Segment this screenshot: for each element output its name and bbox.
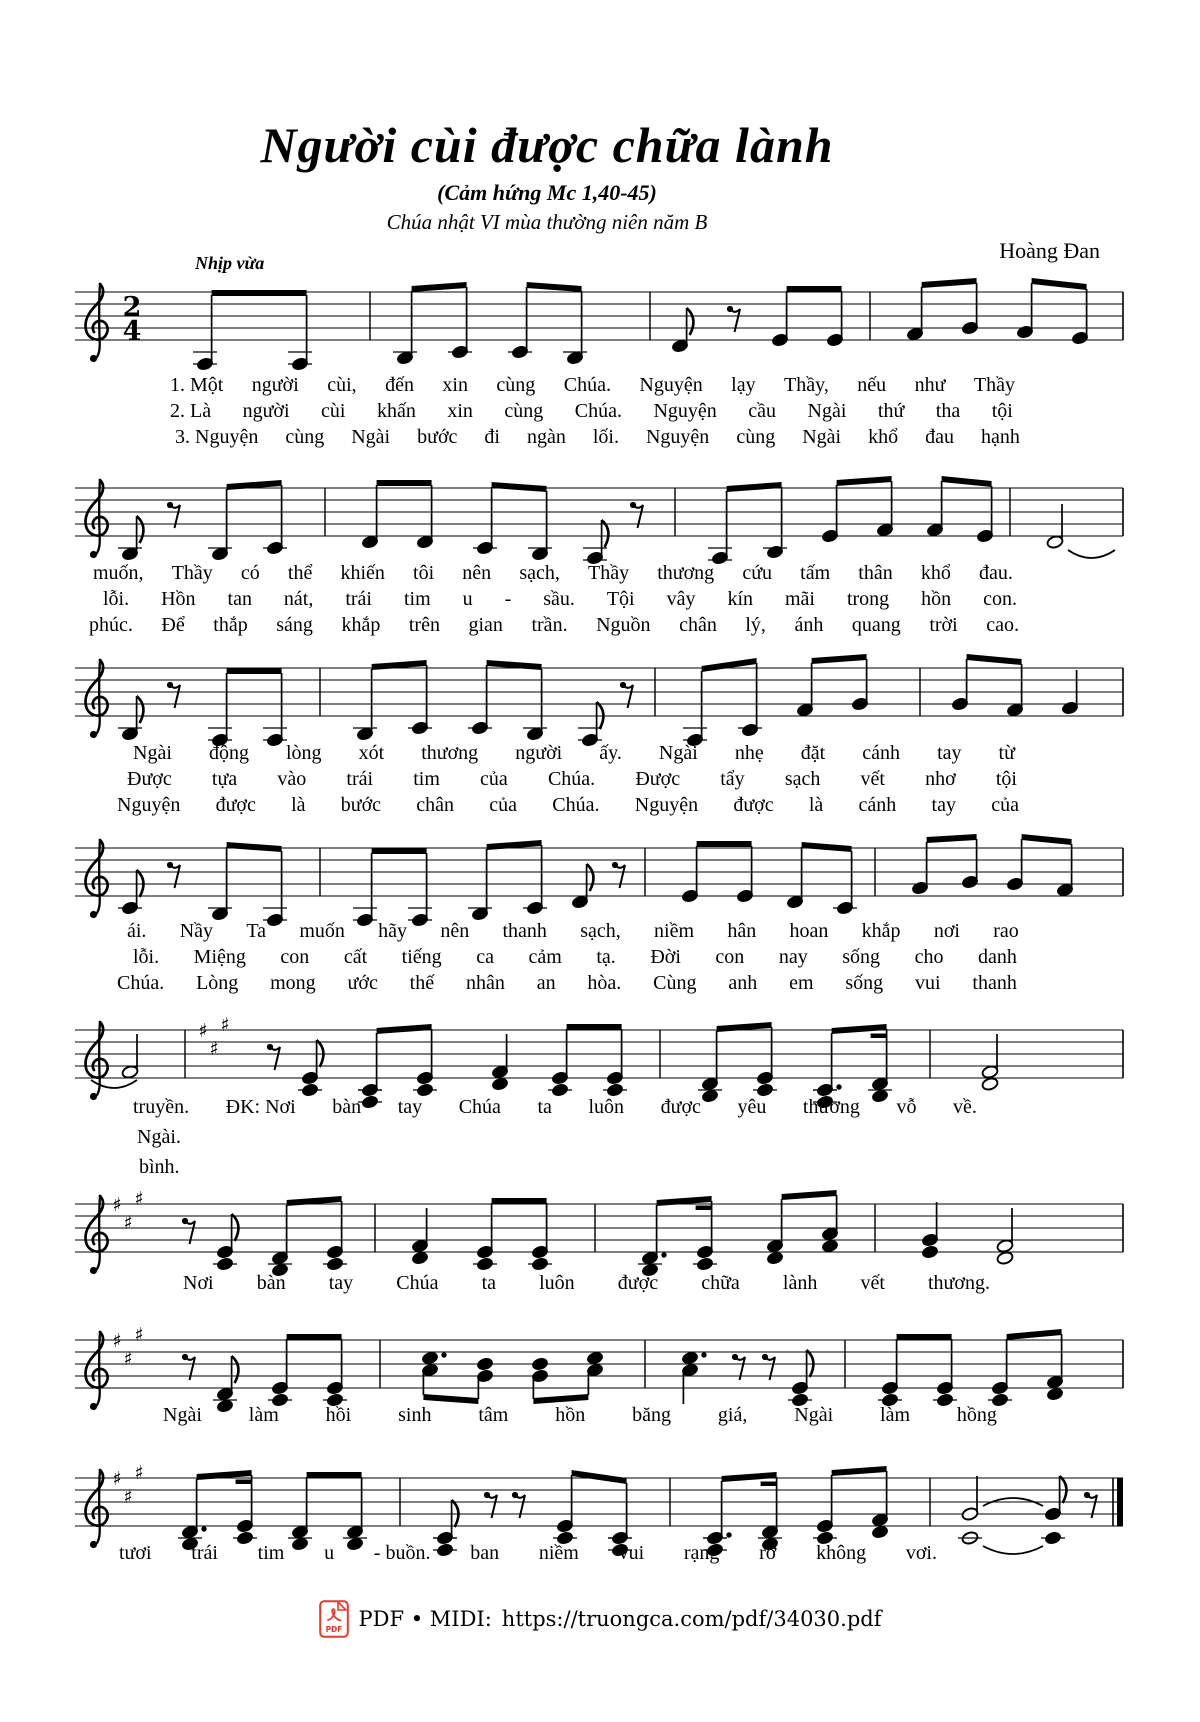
lyric-syllable: hân [727,920,757,942]
lyric-syllable: sống [842,946,881,968]
lyric-syllable: mong [270,972,316,994]
lyric-syllable: Nguyện [634,794,699,816]
lyric-syllable: bình. [139,1156,180,1178]
lyric-syllable: em [789,972,814,994]
lyric-syllable: được [733,794,774,816]
lyric-syllable: về. [953,1096,977,1118]
lyric-syllable: tội [991,400,1013,422]
lyrics-line [133,1092,977,1122]
lyric-syllable: đau [925,426,954,448]
lyric-syllable: được [215,794,256,816]
svg-text:♯: ♯ [220,1014,230,1036]
lyric-syllable: ca [476,946,494,968]
svg-text:♯: ♯ [134,1324,144,1346]
svg-text:♯: ♯ [112,1330,122,1352]
lyric-syllable: làm [248,1404,279,1426]
lyric-syllable: Được [635,768,681,790]
lyrics-line [93,560,1013,586]
lyric-syllable: đau. [978,562,1013,584]
lyric-syllable: khắp [861,920,901,942]
lyric-syllable: cánh [858,794,897,816]
lyric-syllable: người [251,374,299,396]
lyric-syllable: rao [993,920,1019,942]
lyric-syllable: vết [860,768,885,790]
lyric-syllable: tim [403,588,431,610]
lyric-syllable: nhơ [925,768,956,790]
svg-text:♯: ♯ [209,1038,219,1060]
lyric-syllable: vui [618,1542,645,1564]
lyric-syllable: khổ [868,426,899,448]
lyric-syllable: ban [470,1542,500,1564]
treble-clef-icon [85,480,107,558]
lyrics-block-4 [75,918,1125,996]
lyric-syllable: u [324,1542,335,1564]
lyric-syllable: Nguyện [653,400,717,422]
lyric-syllable: sống [845,972,884,994]
lyric-syllable: trái [345,588,372,610]
lyric-syllable: tươi [119,1542,152,1564]
lyric-syllable: cứu [742,562,773,584]
lyric-syllable: tha [935,400,961,422]
lyric-syllable: tim [413,768,440,790]
lyric-syllable: Chúa. [574,400,622,422]
lyrics-block-8 [75,1540,1125,1566]
footer-pdf-midi-label: PDF • MIDI: [358,1607,492,1631]
lyric-syllable: ước [347,972,378,994]
lyric-syllable: truyền. [133,1096,190,1118]
lyric-syllable: hồi [325,1404,352,1426]
lyric-syllable: sạch [784,768,821,790]
lyric-syllable: Cùng [653,972,697,994]
lyric-syllable: Ngài [163,1404,202,1426]
subtitle-inspiration: (Cảm hứng Mc 1,40-45) [437,180,657,205]
lyric-syllable: nơi [933,920,960,942]
lyric-syllable: tay [931,794,956,816]
lyric-syllable: Lòng [196,972,239,994]
lyric-syllable: Nguyện [117,794,181,816]
lyric-syllable: cánh [862,742,901,764]
lyric-syllable: giá, [717,1404,748,1426]
lyric-syllable: Hồn [161,588,196,610]
lyric-syllable: là [291,794,306,816]
lyric-syllable: anh [728,972,758,994]
lyric-syllable: ấy. [599,742,622,764]
lyric-syllable: cao. [986,614,1019,636]
lyric-syllable: quang [851,614,901,636]
lyric-syllable: trái [346,768,374,790]
lyric-syllable: trái [191,1542,218,1564]
lyric-syllable: như [914,374,946,396]
lyric-syllable: thương [421,742,479,764]
lyric-syllable: Nầy [179,920,214,942]
lyrics-line [103,586,1017,612]
lyric-syllable: lành [782,1272,818,1294]
lyric-syllable: cất [343,946,368,968]
svg-text:♯: ♯ [123,1348,133,1370]
lyrics-line [127,766,1017,792]
lyric-syllable: Ngài. [137,1126,181,1148]
lyric-syllable: vây [666,588,696,610]
lyric-syllable: 1. Một [170,374,224,396]
lyric-syllable: u [462,588,473,610]
pdf-icon-label: PDF [325,1625,342,1634]
lyrics-line [137,1122,1125,1152]
lyrics-line [119,1540,937,1566]
lyric-syllable: an [536,972,556,994]
lyric-syllable: tan [227,588,252,610]
lyrics-block-3 [75,740,1125,818]
lyric-syllable: bước [340,794,382,816]
lyric-syllable: thương [802,1096,860,1118]
lyric-syllable: lòng [285,742,322,764]
lyric-syllable: nát, [283,588,314,610]
lyric-syllable: cùng [496,374,536,396]
treble-clef-icon [85,284,107,362]
lyrics-block-6 [75,1270,1125,1296]
lyric-syllable: Ngài [802,426,842,448]
lyric-syllable: tựa [211,768,238,790]
lyric-syllable: làm [880,1404,911,1426]
lyric-syllable: tôi [413,562,435,584]
lyric-syllable: thể [287,562,313,584]
lyric-syllable: Được [127,768,172,790]
lyrics-line [89,612,1019,638]
lyric-syllable: Ngài [351,426,391,448]
lyric-syllable: Nguồn [596,614,651,636]
lyrics-line [175,424,1020,450]
lyric-syllable: lối. [592,426,619,448]
lyrics-line [127,918,1019,944]
lyric-syllable: tẩy [720,768,745,790]
lyric-syllable: cùi, [327,374,357,396]
lyric-syllable: Nguyện [645,426,710,448]
lyric-syllable: nhẹ [734,742,764,764]
treble-clef-icon [85,1332,107,1410]
lyric-syllable: - [504,588,512,610]
lyrics-line [117,792,1019,818]
lyric-syllable: trần. [531,614,568,636]
lyric-syllable: bàn [332,1096,362,1118]
lyric-syllable: của [991,794,1019,816]
lyric-syllable: lý, [745,614,766,636]
lyric-syllable: thanh [972,972,1017,994]
lyric-syllable: khổ [920,562,951,584]
svg-text:♯: ♯ [134,1462,144,1484]
lyric-syllable: khắp [341,614,381,636]
lyric-syllable: tay [397,1096,423,1118]
lyric-syllable: gian [468,614,503,636]
lyric-syllable: sáng [276,614,313,636]
lyric-syllable: mãi [784,588,815,610]
lyric-syllable: của [489,794,518,816]
lyric-syllable: bước [417,426,458,448]
lyric-syllable: muốn [299,920,345,942]
lyric-syllable: được [617,1272,659,1294]
lyric-syllable: nên [440,920,470,942]
lyric-syllable: lỗi. [103,588,130,610]
lyric-syllable: nếu [857,374,887,396]
lyric-syllable: thương. [927,1272,990,1294]
svg-text:♯: ♯ [112,1468,122,1490]
lyric-syllable: Ngài [794,1404,834,1426]
lyric-syllable: là [808,794,824,816]
lyric-syllable: Chúa [396,1272,439,1294]
lyric-syllable: Thầy [973,374,1015,396]
lyric-syllable: không [816,1542,867,1564]
lyric-syllable: Để [161,614,185,636]
lyric-syllable: nên [462,562,492,584]
lyric-syllable: sầu. [543,588,575,610]
lyrics-block-5 [75,1092,1125,1182]
lyrics-line [163,1402,997,1428]
subtitle-liturgical: Chúa nhật VI mùa thường niên năm B [386,210,708,234]
lyric-syllable: tâm [478,1404,509,1426]
lyric-syllable: người [242,400,290,422]
lyric-syllable: hồng [956,1404,997,1426]
lyrics-line [139,1152,1125,1182]
lyric-syllable: trời [929,614,958,636]
lyric-syllable: ánh [794,614,824,636]
lyric-syllable: lạy [731,374,756,396]
lyric-syllable: cùng [736,426,776,448]
tempo-marking: Nhịp vừa [195,253,265,273]
lyric-syllable: cho [914,946,944,968]
footer-pdf-link[interactable]: https://truongca.com/pdf/34030.pdf [501,1607,882,1631]
lyric-syllable: Đời [650,946,681,968]
lyric-syllable: tạ. [596,946,616,968]
lyric-syllable: Thầy [587,562,630,584]
lyric-syllable: con [715,946,745,968]
lyric-syllable: nhân [465,972,505,994]
lyrics-line [170,372,1015,398]
lyric-syllable: vui [915,972,941,994]
lyric-syllable: phúc. [89,614,133,636]
lyric-syllable: được [660,1096,701,1118]
lyric-syllable: Ngài [807,400,847,422]
lyric-syllable: cảm [528,946,562,968]
lyrics-block-1 [75,372,1125,450]
lyric-syllable: từ [998,742,1015,764]
lyric-syllable: hoan [789,920,829,942]
lyric-syllable: ĐK: Nơi [225,1096,296,1118]
treble-clef-icon [85,1022,107,1100]
lyric-syllable: luôn [539,1272,575,1294]
lyrics-block-7 [75,1402,1125,1428]
lyric-syllable: tay [937,742,962,764]
lyric-syllable: kín [727,588,754,610]
lyric-syllable: ngàn [526,426,566,448]
lyric-syllable: Nguyện [639,374,703,396]
lyric-syllable: hòa. [587,972,622,994]
svg-text:4: 4 [122,316,142,347]
lyric-syllable: thế [409,972,435,994]
lyric-syllable: 3. Nguyện [175,426,259,448]
lyric-syllable: chân [679,614,717,636]
lyric-syllable: thân [858,562,893,584]
lyric-syllable: khấn [376,400,416,422]
lyric-syllable: có [240,562,260,584]
lyric-syllable: vết [860,1272,885,1294]
lyric-syllable: thương [657,562,715,584]
lyric-syllable: Thầy [171,562,213,584]
lyric-syllable: rạng [683,1542,720,1564]
lyric-syllable: cùng [285,426,325,448]
lyric-syllable: hạnh [980,426,1020,448]
lyric-syllable: vào [277,768,307,790]
lyric-syllable: đặt [800,742,826,764]
lyric-syllable: hồn [555,1404,586,1426]
lyric-syllable: Chúa [458,1096,501,1118]
lyric-syllable: luôn [588,1096,625,1118]
lyric-syllable: Ta [246,920,267,942]
lyric-syllable: tấm [800,562,831,584]
pdf-file-icon [319,1600,349,1638]
treble-clef-icon [85,1196,107,1274]
lyric-syllable: chữa [701,1272,740,1294]
lyric-syllable: rỡ [759,1542,777,1564]
svg-text:2: 2 [122,292,142,323]
svg-text:♯: ♯ [134,1188,144,1210]
lyric-syllable: sinh [398,1404,432,1426]
lyric-syllable: hãy [378,920,408,942]
lyric-syllable: tiếng [401,946,442,968]
lyric-syllable: cầu [748,400,777,422]
composer-name: Hoàng Đan [999,238,1100,263]
lyric-syllable: sạch, [580,920,621,942]
lyric-syllable: Chúa. [563,374,611,396]
lyric-syllable: cùi [321,400,346,422]
lyric-syllable: Miệng [193,946,246,968]
lyric-syllable: yêu [737,1096,767,1118]
lyric-syllable: vỗ [896,1096,917,1118]
lyric-syllable: cùng [504,400,544,422]
lyric-syllable: người [515,742,563,764]
lyrics-line [133,740,1015,766]
treble-clef-icon [85,660,107,738]
lyric-syllable: xin [447,400,473,422]
lyric-syllable: Chúa. [117,972,165,994]
lyric-syllable: đi [484,426,500,448]
lyric-syllable: của [480,768,508,790]
lyric-syllable: Thầy, [784,374,829,396]
lyric-syllable: băng [632,1404,672,1426]
lyric-syllable: ta [537,1096,552,1118]
lyric-syllable: đến [385,374,414,396]
lyric-syllable: hồn [921,588,952,610]
footer [0,1600,1200,1638]
lyric-syllable: - buồn. [373,1542,431,1564]
lyric-syllable: ta [481,1272,496,1294]
lyric-syllable: bàn [256,1272,286,1294]
lyric-syllable: niềm [538,1542,579,1564]
lyric-syllable: Chúa. [547,768,596,790]
lyric-syllable: nay [778,946,808,968]
svg-text:♯: ♯ [123,1212,133,1234]
lyric-syllable: chân [416,794,455,816]
lyric-syllable: Ngài [133,742,172,764]
lyric-syllable: sạch, [519,562,560,584]
lyric-syllable: thứ [877,400,905,422]
lyric-syllable: xin [442,374,468,396]
lyric-syllable: lỗi. [133,946,160,968]
lyric-syllable: xót [358,742,385,764]
treble-clef-icon [85,840,107,918]
lyric-syllable: con. [983,588,1017,610]
lyric-syllable: Chúa. [552,794,600,816]
page-title: Người cùi được chữa lành [260,117,834,173]
lyric-syllable: thanh [502,920,547,942]
svg-text:♯: ♯ [198,1020,208,1042]
lyrics-line [170,398,1013,424]
lyric-syllable: tim [257,1542,285,1564]
lyric-syllable: niềm [654,920,695,942]
lyric-syllable: thắp [213,614,248,636]
svg-text:♯: ♯ [123,1486,133,1508]
lyrics-line [117,970,1017,996]
lyrics-block-2 [75,560,1125,638]
lyric-syllable: vơi. [905,1542,937,1564]
lyric-syllable: trong [846,588,890,610]
lyric-syllable: Ngài [658,742,698,764]
lyrics-line [183,1270,990,1296]
lyric-syllable: ái. [127,920,147,942]
svg-text:♯: ♯ [112,1194,122,1216]
lyric-syllable: khiến [340,562,385,584]
lyric-syllable: muốn, [93,562,144,584]
lyrics-line [133,944,1017,970]
lyric-syllable: trên [408,614,440,636]
lyric-syllable: Tội [606,588,635,610]
lyric-syllable: 2. Là [170,400,212,422]
lyric-syllable: động [208,742,249,764]
treble-clef-icon [85,1470,107,1548]
lyric-syllable: con [280,946,310,968]
lyric-syllable: danh [978,946,1017,968]
lyric-syllable: Nơi [183,1272,214,1294]
lyric-syllable: tay [328,1272,354,1294]
lyric-syllable: tội [995,768,1017,790]
